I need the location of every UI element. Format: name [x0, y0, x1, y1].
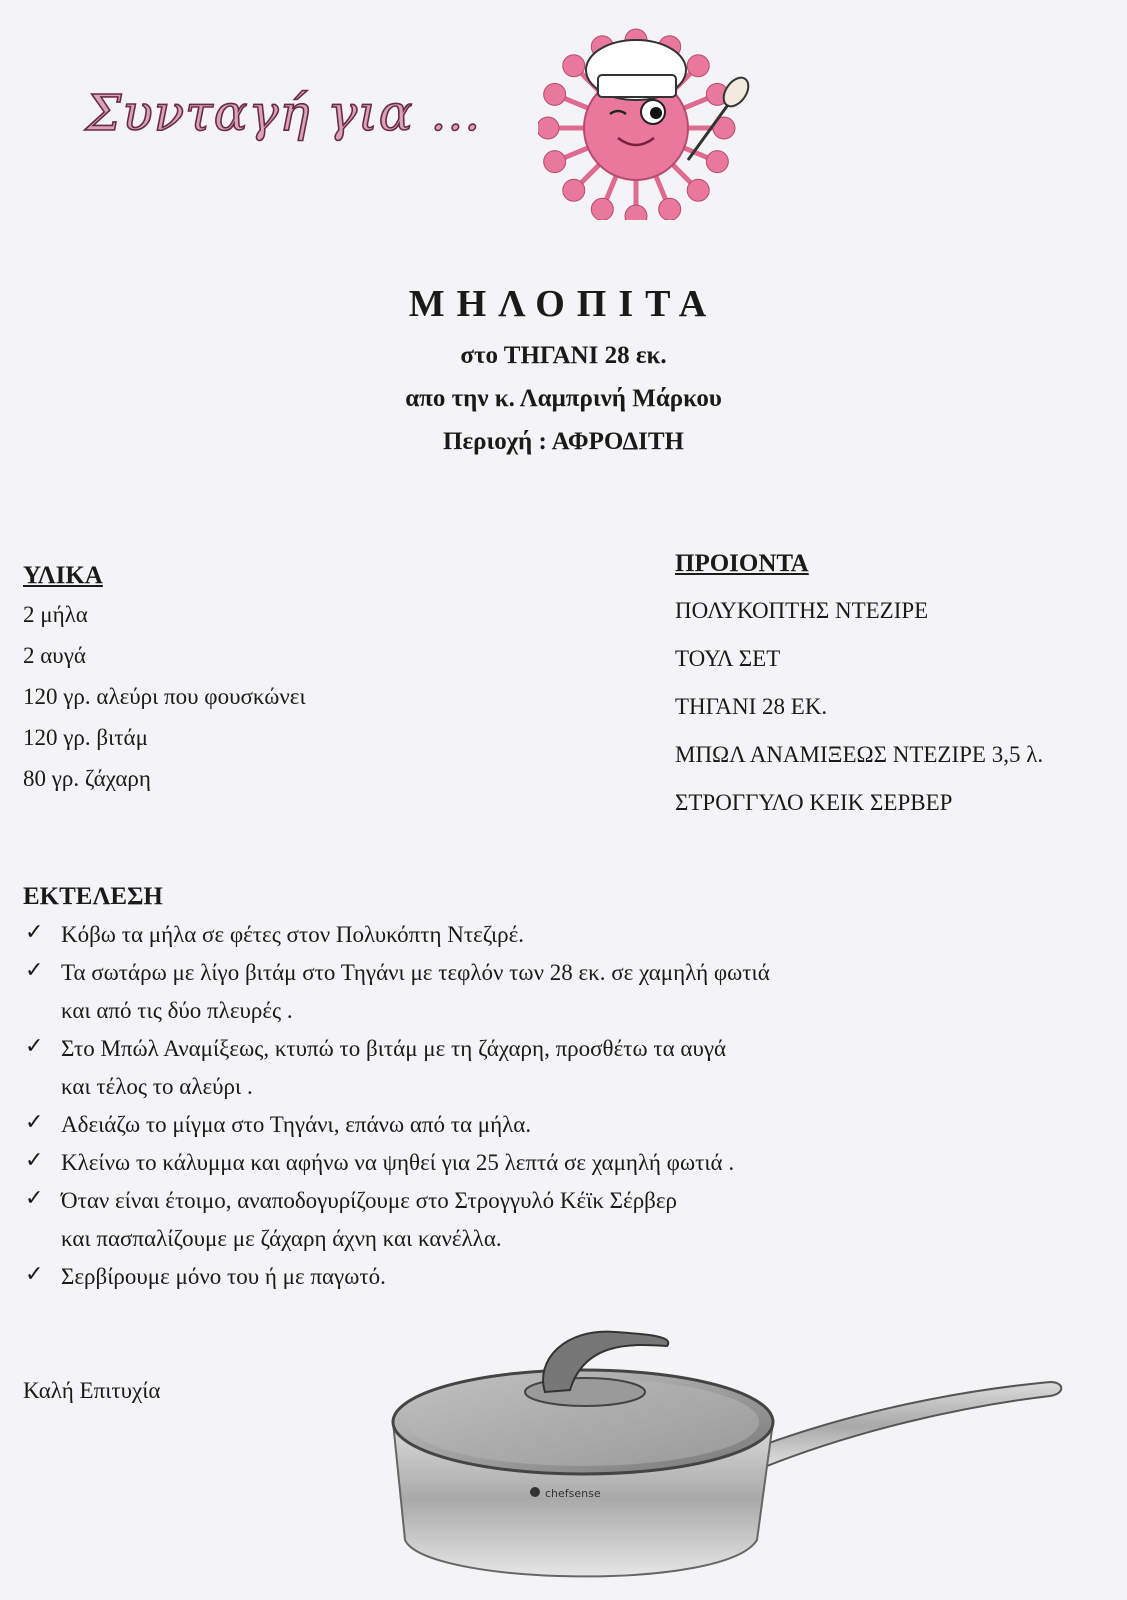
mascot-spoke-ball: [659, 198, 681, 220]
product-item: ΜΠΩΛ ΑΝΑΜΙΞΕΩΣ ΝΤΕΖΙΡΕ 3,5 λ.: [675, 742, 1044, 767]
recipe-author: απο την κ. Λαμπρινή Μάρκου: [405, 385, 722, 412]
execution-step: [23, 1110, 770, 1148]
product-item: ΣΤΡΟΓΓΥΛΟ ΚΕΙΚ ΣΕΡΒΕΡ: [675, 790, 953, 815]
products-heading: ΠΡΟΙΟΝΤΑ: [675, 550, 809, 577]
recipe-region: Περιοχή : ΑΦΡΟΔΙΤΗ: [443, 428, 684, 455]
checkmark-icon: ✓: [25, 1034, 44, 1059]
execution-heading: ΕΚΤΕΛΕΣΗ: [23, 883, 163, 910]
mascot-spoke-ball: [687, 179, 709, 201]
recipe-header-script: Συνταγή για ...: [86, 84, 482, 142]
product-item: ΤΗΓΑΝΙ 28 ΕΚ.: [675, 694, 828, 719]
ingredient-item: 2 αυγά: [23, 643, 86, 668]
ingredients-list: [23, 600, 306, 805]
mascot-spoke-ball: [687, 55, 709, 77]
execution-step: [23, 1034, 770, 1110]
execution-step: [23, 1148, 770, 1186]
execution-step: [23, 920, 770, 958]
checkmark-icon: ✓: [25, 1186, 44, 1211]
ingredient-item: 120 γρ. βιτάμ: [23, 725, 148, 750]
mascot-spoke-ball: [544, 83, 566, 105]
ingredient-item: 80 γρ. ζάχαρη: [23, 766, 151, 791]
checkmark-icon: ✓: [25, 920, 44, 945]
mascot-spoke-ball: [563, 179, 585, 201]
step-text: Αδειάζω το μίγμα στο Τηγάνι, επάνω από τα μήλα.: [61, 1112, 532, 1137]
ingredient-item: 2 μήλα: [23, 602, 88, 627]
execution-step: [23, 1186, 770, 1262]
step-text-continued: και από τις δύο πλευρές .: [61, 998, 293, 1023]
checkmark-icon: ✓: [25, 1148, 44, 1173]
ingredients-heading: ΥΛΙΚΑ: [23, 562, 103, 589]
execution-step: [23, 1262, 770, 1300]
checkmark-icon: ✓: [25, 1110, 44, 1135]
mascot-spoke-ball: [563, 55, 585, 77]
checkmark-icon: ✓: [25, 958, 44, 983]
mascot-spoke-ball: [544, 151, 566, 173]
product-item: ΠΟΛΥΚΟΠΤΗΣ ΝΤΕΖΙΡΕ: [675, 598, 929, 623]
step-text: Όταν είναι έτοιμο, αναποδογυρίζουμε στο Στρογγυλό Κέϊκ Σέρβερ: [61, 1188, 678, 1213]
step-text: Κλείνω το κάλυμμα και αφήνω να ψηθεί για 25 λεπτά σε χαμηλή φωτιά .: [61, 1150, 735, 1175]
recipe-title: ΜΗΛΟΠΙΤΑ: [408, 283, 719, 325]
step-text-continued: και τέλος το αλεύρι .: [61, 1074, 253, 1099]
product-item: ΤΟΥΛ ΣΕΤ: [675, 646, 781, 671]
products-list: [675, 596, 1043, 836]
execution-step: [23, 958, 770, 1034]
execution-steps: [23, 920, 770, 1300]
frying-pan-image: [385, 1330, 1095, 1600]
step-text: Κόβω τα μήλα σε φέτες στον Πολυκόπτη Ντεζιρέ.: [61, 922, 525, 947]
step-text: Σερβίρουμε μόνο του ή με παγωτό.: [61, 1264, 386, 1289]
mascot-spoke-ball: [706, 151, 728, 173]
recipe-subtitle-pan: στο ΤΗΓΑΝΙ 28 εκ.: [460, 342, 667, 369]
chef-mascot-icon: [538, 20, 768, 220]
pan-brand-label: chefsense: [545, 1487, 601, 1500]
checkmark-icon: ✓: [25, 1262, 44, 1287]
step-text-continued: και πασπαλίζουμε με ζάχαρη άχνη και κανέλλα.: [61, 1226, 502, 1251]
ingredient-item: 120 γρ. αλεύρι που φουσκώνει: [23, 684, 306, 709]
mascot-spoke-ball: [538, 117, 559, 139]
mascot-spoke-ball: [591, 198, 613, 220]
signoff-text: Καλή Επιτυχία: [23, 1378, 161, 1403]
step-text: Στο Μπώλ Αναμίξεως, κτυπώ το βιτάμ με τη ζάχαρη, προσθέτω τα αυγά: [61, 1036, 727, 1061]
mascot-spoke-ball: [625, 205, 647, 220]
step-text: Τα σωτάρω με λίγο βιτάμ στο Τηγάνι με τεφλόν των 28 εκ. σε χαμηλή φωτιά: [61, 960, 770, 985]
